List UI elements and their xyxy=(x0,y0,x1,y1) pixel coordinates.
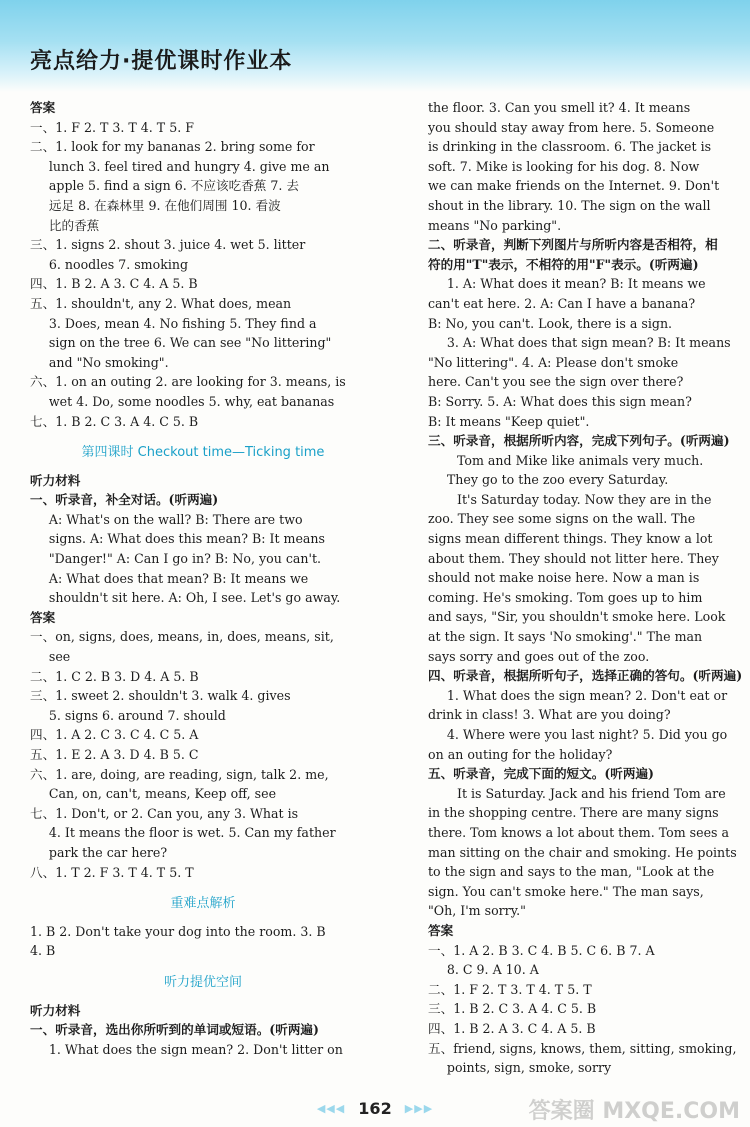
text-line: means "No parking". xyxy=(428,217,562,233)
text-line: to the sign and says to the man, "Look at the xyxy=(428,864,715,880)
text-line: "Oh, I'm sorry." xyxy=(428,903,526,919)
text-line: 比的香蕉 xyxy=(48,217,100,233)
text-line: 七、1. Don't, or 2. Can you, any 3. What is xyxy=(30,805,299,821)
text-line: zoo. They see some signs on the wall. The xyxy=(428,511,696,527)
text-line: 三、1. signs 2. shout 3. juice 4. wet 5. litter xyxy=(30,237,306,253)
text-line: 二、1. look for my bananas 2. bring some for xyxy=(30,139,315,155)
text-line: coming. He's smoking. Tom goes up to him xyxy=(428,589,703,605)
section-title: 重难点解析 xyxy=(170,896,236,912)
text-line: 5. signs 6. around 7. should xyxy=(48,707,226,723)
text-line: soft. 7. Mike is looking for his dog. 8. Now xyxy=(428,158,700,174)
text-line: drink in class! 3. What are you doing? xyxy=(428,707,671,723)
text-line: B: No, you can't. Look, there is a sign. xyxy=(428,315,673,331)
text-line: 四、1. B 2. A 3. C 4. A 5. B xyxy=(428,1020,596,1036)
text-line: It is Saturday. Jack and his friend Tom are xyxy=(456,785,726,801)
text-line: we can make friends on the Internet. 9. Don't xyxy=(428,178,720,194)
section-heading: 四、听录音，根据所听句子，选择正确的答句。(听两遍) xyxy=(428,668,743,684)
text-line: A: What's on the wall? B: There are two xyxy=(48,511,303,527)
text-line: 三、1. sweet 2. shouldn't 3. walk 4. gives xyxy=(30,688,291,704)
section-heading: 答案 xyxy=(428,922,454,938)
text-line: wet 4. Do, some noodles 5. why, eat bananas xyxy=(48,393,335,409)
text-line: Can, on, can't, means, Keep off, see xyxy=(48,786,277,802)
text-line: in the shopping centre. There are many signs xyxy=(428,805,719,821)
text-line: 五、friend, signs, knows, them, sitting, smoking, xyxy=(428,1040,737,1056)
section-heading: 符的用"T"表示，不相符的用"F"表示。(听两遍) xyxy=(428,256,699,272)
text-line: 四、1. A 2. C 3. C 4. C 5. A xyxy=(30,727,199,743)
section-title: 第四课时 Checkout time—Ticking time xyxy=(81,445,325,461)
text-line: 一、1. F 2. T 3. T 4. T 5. F xyxy=(30,119,194,135)
text-line: man sitting on the chair and smoking. He points xyxy=(428,844,737,860)
text-line: the floor. 3. Can you smell it? 4. It means xyxy=(428,100,691,115)
section-heading: 听力材料 xyxy=(30,472,81,488)
text-line: signs. A: What does this mean? B: It means xyxy=(48,531,326,547)
text-line: you should stay away from here. 5. Someone xyxy=(428,119,715,135)
text-line: and says, "Sir, you shouldn't smoke here. Look xyxy=(428,609,726,625)
section-heading: 听力材料 xyxy=(30,1002,81,1018)
text-line: 六、1. on an outing 2. are looking for 3. means, is xyxy=(30,374,346,390)
text-line: 八、1. T 2. F 3. T 4. T 5. T xyxy=(30,864,194,880)
text-line: here. Can't you see the sign over there? xyxy=(428,374,684,390)
text-line: 五、1. shouldn't, any 2. What does, mean xyxy=(30,295,292,311)
text-line: 远足 8. 在森林里 9. 在他们周围 10. 看波 xyxy=(48,197,281,213)
text-line: signs mean different things. They know a lot xyxy=(428,531,713,547)
section-heading: 一、听录音，补全对话。(听两遍) xyxy=(30,492,219,508)
section-heading: 答案 xyxy=(30,100,56,115)
section-title: 听力提优空间 xyxy=(163,974,242,990)
section-heading: 二、听录音，判断下列图片与所听内容是否相符，相 xyxy=(428,237,718,253)
text-line: on an outing for the holiday? xyxy=(428,746,613,762)
text-line: sign on the tree 6. We can see "No littering" xyxy=(48,335,332,351)
text-line: 6. noodles 7. smoking xyxy=(48,256,189,272)
text-line: 1. What does the sign mean? 2. Don't eat or xyxy=(446,687,728,703)
text-line: says sorry and goes out of the zoo. xyxy=(428,648,650,664)
text-line: 七、1. B 2. C 3. A 4. C 5. B xyxy=(30,413,199,429)
text-line: 4. Where were you last night? 5. Did you go xyxy=(446,727,728,742)
text-line: 8. C 9. A 10. A xyxy=(446,962,539,978)
watermark: 答案圈 MXQE.COM xyxy=(528,1099,740,1124)
text-line: 三、1. B 2. C 3. A 4. C 5. B xyxy=(428,1001,597,1017)
text-line: is drinking in the classroom. 6. The jacket is xyxy=(428,139,712,155)
text-line: 一、on, signs, does, means, in, does, means, sit, xyxy=(30,629,334,645)
text-line: 二、1. C 2. B 3. D 4. A 5. B xyxy=(30,668,199,684)
left-column xyxy=(30,98,376,1059)
text-line: at the sign. It says 'No smoking'." The man xyxy=(428,629,703,645)
text-line: 四、1. B 2. A 3. C 4. A 5. B xyxy=(30,276,198,292)
text-line: 4. B xyxy=(30,943,56,959)
text-line: sign. You can't smoke here." The man says, xyxy=(428,883,704,899)
text-line: 二、1. F 2. T 3. T 4. T 5. T xyxy=(428,981,592,997)
text-line: They go to the zoo every Saturday. xyxy=(446,472,669,488)
text-line: 3. Does, mean 4. No fishing 5. They find a xyxy=(48,315,317,331)
text-line: B: It means "Keep quiet". xyxy=(428,413,590,429)
text-line: there. Tom knows a lot about them. Tom sees a xyxy=(428,824,730,840)
text-line: "Danger!" A: Can I go in? B: No, you can't. xyxy=(48,551,322,567)
text-line: 六、1. are, doing, are reading, sign, talk 2. me, xyxy=(30,766,329,782)
text-line: lunch 3. feel tired and hungry 4. give me an xyxy=(48,158,330,174)
header-banner xyxy=(0,0,750,92)
text-line: about them. They should not litter here. They xyxy=(428,550,719,566)
text-line: 五、1. E 2. A 3. D 4. B 5. C xyxy=(30,747,199,762)
text-line: B: Sorry. 5. A: What does this sign mean? xyxy=(428,393,692,409)
section-heading: 三、听录音，根据所听内容，完成下列句子。(听两遍) xyxy=(428,433,730,449)
section-heading: 一、听录音，选出你所听到的单词或短语。(听两遍) xyxy=(30,1022,319,1038)
right-arrows-icon: ▶▶▶ xyxy=(404,1102,434,1115)
page-number: 162 xyxy=(358,1099,392,1118)
text-line: shouldn't sit here. A: Oh, I see. Let's go away. xyxy=(48,590,341,606)
section-heading: 五、听录音，完成下面的短文。(听两遍) xyxy=(428,766,655,782)
text-line: A: What does that mean? B: It means we xyxy=(48,570,309,586)
text-line: apple 5. find a sign 6. 不应该吃香蕉 7. 去 xyxy=(48,178,299,194)
text-line: Tom and Mike like animals very much. xyxy=(456,452,704,468)
text-line: can't eat here. 2. A: Can I have a banana? xyxy=(428,295,696,311)
text-line: and "No smoking". xyxy=(48,354,169,370)
text-line: 3. A: What does that sign mean? B: It means xyxy=(446,335,731,351)
right-column xyxy=(428,98,750,1078)
text-line: 1. B 2. Don't take your dog into the room. 3. B xyxy=(30,923,326,939)
text-line: points, sign, smoke, sorry xyxy=(446,1060,612,1076)
text-line: It's Saturday today. Now they are in the xyxy=(456,491,712,507)
text-line: 一、1. A 2. B 3. C 4. B 5. C 6. B 7. A xyxy=(428,942,655,958)
left-arrows-icon: ◀◀◀ xyxy=(316,1102,346,1115)
text-line: see xyxy=(48,649,71,665)
section-heading: 答案 xyxy=(30,609,56,625)
text-line: should not make noise here. Now a man is xyxy=(428,570,700,586)
text-line: park the car here? xyxy=(48,844,168,860)
text-line: "No littering". 4. A: Please don't smoke xyxy=(428,354,679,370)
text-line: 1. A: What does it mean? B: It means we xyxy=(446,276,706,292)
book-title: 亮点给力·提优课时作业本 xyxy=(30,49,293,74)
text-line: 4. It means the floor is wet. 5. Can my father xyxy=(48,825,336,841)
text-line: 1. What does the sign mean? 2. Don't litter on xyxy=(48,1041,343,1057)
text-line: shout in the library. 10. The sign on the wall xyxy=(428,197,711,213)
